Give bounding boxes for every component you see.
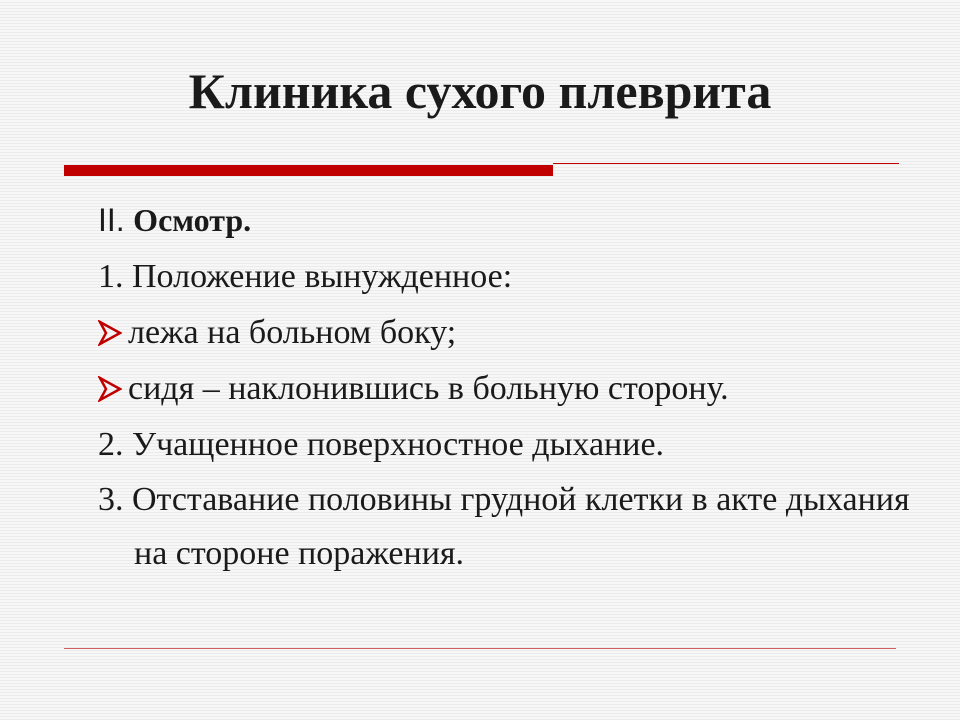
bullet-item-text: лежа на больном боку; — [128, 314, 457, 351]
list-item-breathing: 2. Учащенное поверхностное дыхание. — [98, 426, 665, 463]
bullet-item-sitting — [98, 361, 928, 417]
section-heading — [98, 192, 928, 249]
section-label: Осмотр. — [133, 202, 252, 238]
title-underline-thick — [64, 165, 553, 176]
arrow-bullet-icon — [98, 317, 128, 343]
bullet-item-lying — [98, 305, 928, 361]
bullet-item-text: сидя – наклонившись в больную сторону. — [128, 370, 729, 407]
footer-rule — [64, 648, 896, 649]
section-number: II. — [98, 202, 125, 238]
title-underline-thin — [553, 163, 899, 164]
list-item-chest-lag: 3. Отставание половины грудной клетки в акте дыхания на стороне поражения. — [98, 481, 910, 572]
arrow-bullet-icon — [98, 373, 128, 399]
slide-body — [98, 192, 928, 581]
slide-title: Клиника сухого плеврита — [188, 63, 772, 119]
list-item-position: 1. Положение вынужденное: — [98, 258, 513, 295]
